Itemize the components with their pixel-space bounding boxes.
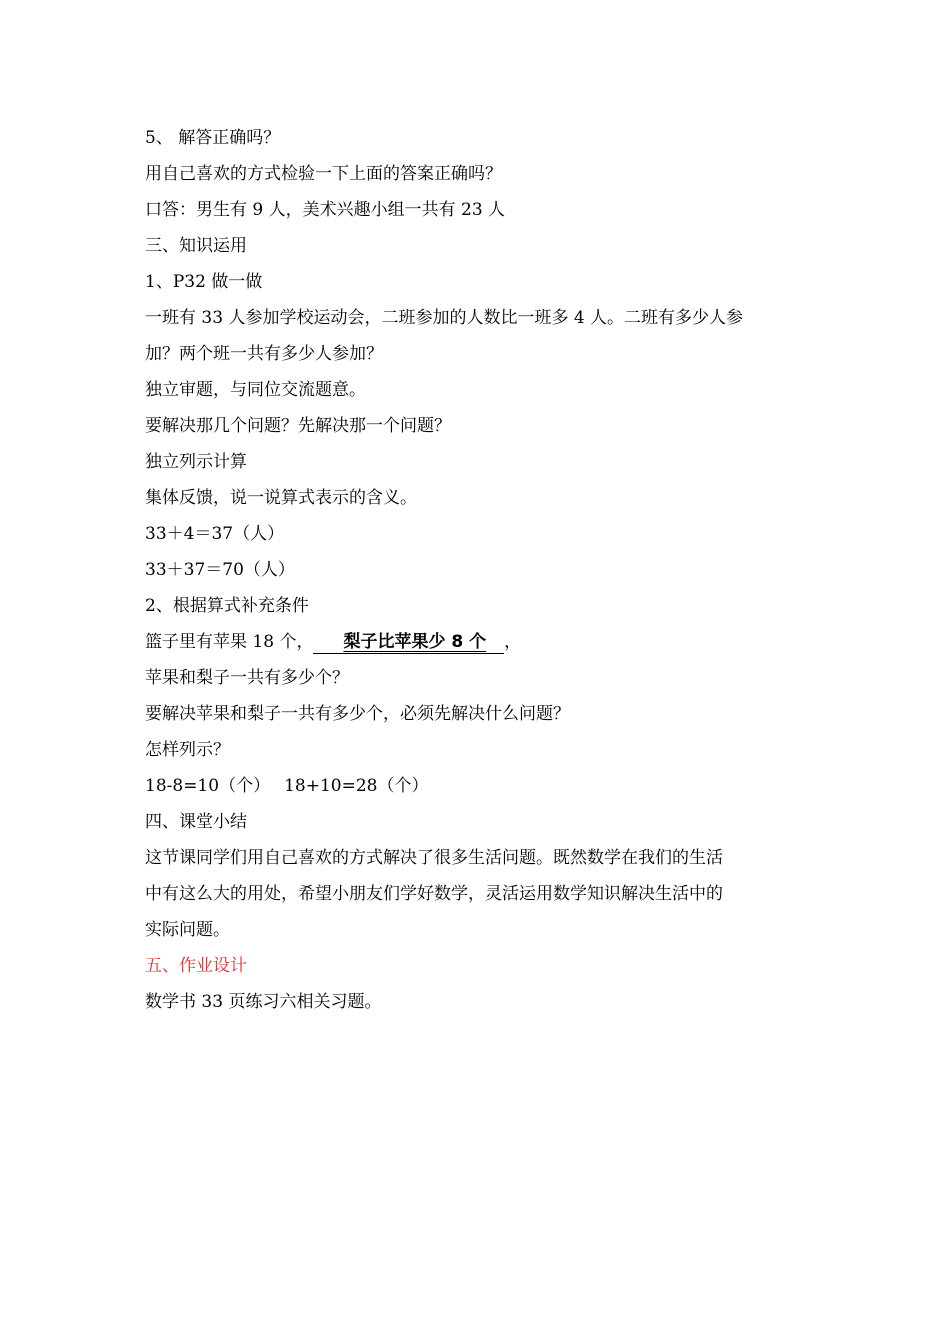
fill-suffix: ， (504, 632, 522, 652)
problem-text-line-2: 加？两个班一共有多少人参加？ (145, 344, 383, 364)
section-4-heading: 四、课堂小结 (145, 812, 247, 832)
summary-line-2: 中有这么大的用处，希望小朋友们学好数学，灵活运用数学知识解决生活中的 (145, 884, 723, 904)
fill-blank-answer: 梨子比苹果少 8 个 (313, 631, 504, 654)
equation-2: 33＋37＝70（人） (145, 560, 295, 580)
check-answer-text: 用自己喜欢的方式检验一下上面的答案正确吗？ (145, 164, 502, 184)
fill-condition-line (145, 624, 815, 660)
equation-4: 18+10=28（个） (284, 776, 429, 796)
prerequisite-question: 要解决苹果和梨子一共有多少个，必须先解决什么问题？ (145, 704, 570, 724)
oral-answer-text: 口答：男生有 9 人，美术兴趣小组一共有 23 人 (145, 200, 506, 220)
equation-3: 18-8=10（个） (145, 776, 271, 796)
section-5-heading: 五、作业设计 (145, 956, 247, 976)
instruction-feedback: 集体反馈，说一说算式表示的含义。 (145, 488, 417, 508)
instruction-calculate: 独立列示计算 (145, 452, 247, 472)
instruction-questions: 要解决那几个问题？先解决那一个问题？ (145, 416, 451, 436)
subsection-1-heading: 1、P32 做一做 (145, 272, 263, 292)
equation-1: 33＋4＝37（人） (145, 524, 285, 544)
fill-prefix: 篮子里有苹果 18 个， (145, 632, 314, 652)
subsection-2-heading: 2、根据算式补充条件 (145, 596, 309, 616)
how-to-write-question: 怎样列示？ (145, 740, 230, 760)
apple-pear-question: 苹果和梨子一共有多少个？ (145, 668, 349, 688)
equations-line (145, 768, 815, 804)
instruction-review: 独立审题，与同位交流题意。 (145, 380, 366, 400)
summary-line-3: 实际问题。 (145, 920, 230, 940)
section-3-heading: 三、知识运用 (145, 236, 247, 256)
homework-text: 数学书 33 页练习六相关习题。 (145, 992, 382, 1012)
item-5-question: 5、 解答正确吗？ (145, 128, 281, 148)
document-page (145, 120, 815, 1020)
summary-line-1: 这节课同学们用自己喜欢的方式解决了很多生活问题。既然数学在我们的生活 (145, 848, 723, 868)
problem-text-line-1: 一班有 33 人参加学校运动会，二班参加的人数比一班多 4 人。二班有多少人参 (145, 308, 744, 328)
